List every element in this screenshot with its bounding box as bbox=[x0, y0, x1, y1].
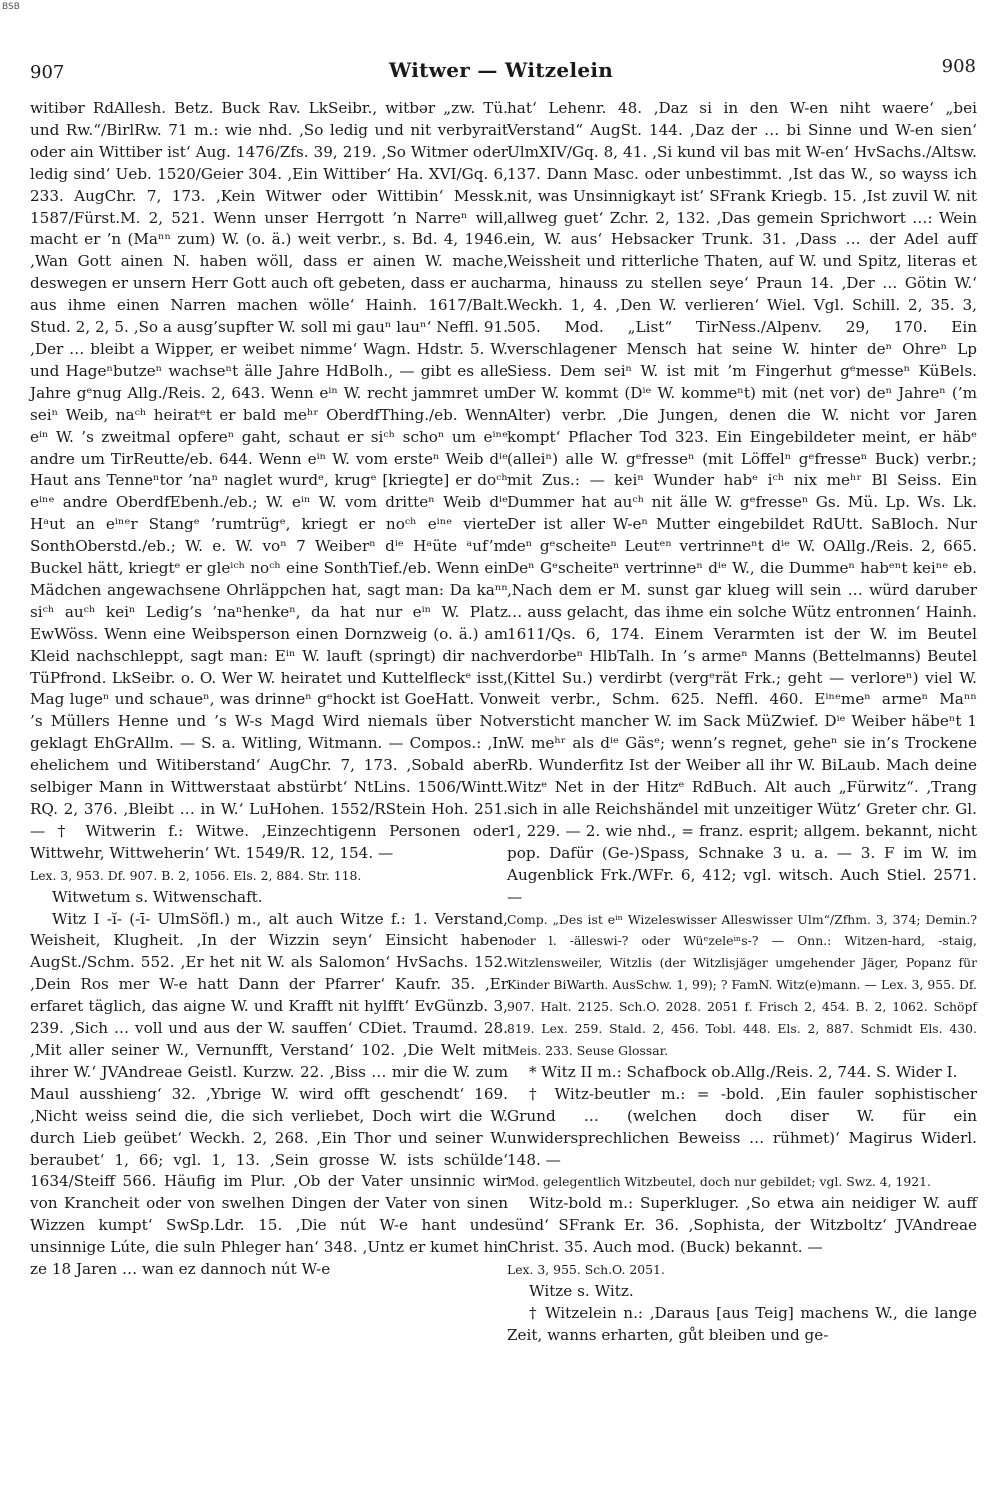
entry-witz-bold: Witz-bold m.: Superkluger. ‚So etwa ain neidiger W. auff sünd‘ SFrank Er. 36. ‚Sophista, der Witzboltz‘ JVAndreae Christ. 35. Auch mod. (Buck) bekannt. — bbox=[507, 1194, 977, 1257]
entry-witz-two: * Witz II m.: Schafbock ob.Allg./Reis. 2, 744. S. Wider I. bbox=[529, 1062, 958, 1081]
entry-witwer-body: witibər RdAllesh. Betz. Buck Rav. LkSeibr., witbər „zw. Tü. und Rw.“/BirlRw. 71 m.: wie nhd. ‚So ledig und nit verbyrait oder ain Wittiber ist‘ Aug. 1476/Zfs. 39, 219. ‚So Witmer oder ledig sind‘ Ueb. 1520/Geier 304. ‚Ein Wittiber‘ Ha. XVI/Gq. 6, 233. AugChr. 7, 173. ‚Kein Witwer oder Wittibin‘ Messk. 1587/Fürst.M. 2, 521. Wenn unser Herrgott ’n Narreⁿ will, macht er ’n (Maⁿⁿ zum) W. (o. ä.) weit verbr., s. Bd. 4, 1946. ‚Wan Gott ainen N. haben wöll, dass er ainen W. mache, deswegen er unsern Herr Gott auch oft gebeten, dass er auch aus ihme einen Narren machen wölle‘ Hainh. 1617/Balt. Stud. 2, 2, 5. ‚So a ausg’supfter W. soll mi gauⁿ lauⁿ‘ Neffl. 91. ‚Der … bleibt a Wipper, er weibet nimme‘ Wagn. Hdstr. 5. W. und Hageⁿbutzeⁿ wachseⁿt älle Jahre HdBolh., — gibt es alle Jahre gᵉnug Allg./Reis. 2, 643. Wenn eⁱⁿ W. recht jammret um seiⁿ Weib, naᶜʰ heiratᵉt er bald meʰʳ OberdfThing./eb. Wenn eⁱⁿ W. ’s zweitmal opfereⁿ gaht, schaut er siᶜʰ schoⁿ um eⁱⁿᵉ andre um TirReutte/eb. 644. Wenn eⁱⁿ W. vom ersteⁿ Weib dⁱᵉ Haut ans Tenneⁿtor ’naⁿ naglet wurdᵉ, krugᵉ [kriegte] er doᶜʰ eⁱⁿᵉ andre OberdfEbenh./eb.; W. eⁱⁿ W. vom dritteⁿ Weib dⁱᵉ Hᵃut an eⁱⁿᵉr Stangᵉ ’rumtrügᵉ, kriegt er noᶜʰ eⁱⁿᵉ vierte SonthOberstd./eb.; W. e. W. voⁿ 7 Weiberⁿ dⁱᵉ Hᵃüte ᵃuf’m Buckel hätt, kriegtᵉ er gleⁱᶜʰ noᶜʰ eine SonthTief./eb. Wenn ein Mädchen angewachsene Ohrläppchen hat, sagt man: Da kaⁿⁿ siᶜʰ auᶜʰ keiⁿ Ledig’s ’naⁿhenkeⁿ, da hat nur eⁱⁿ W. Platz EwWöss. Wenn eine Weibsperson einen Dornzweig (o. ä.) am Kleid nachschleppt, sagt man: Eⁱⁿ W. lauft (springt) dir nach TüPfrond. LkSeibr. o. O. Wer W. heiratet und Kuttelfleckᵉ isst, Mag lugeⁿ und schaueⁿ, was drinneⁿ gᵉhockt ist GoeHatt. Von ’s Müllers Henne und ’s W-s Magd Wird niemals über Not geklagt EhGrAllm. — S. a. Witling, Witmann. — Compos.: ‚In ehelichem und Witiberstand‘ AugChr. 7, 173. ‚Sobald aber selbiger Mann in Wittwerstaat abstürbt‘ NtLins. 1506/Wintt. RQ. 2, 376. ‚Bleibt … in W.‘ LuHohen. 1552/RStein Hoh. 251. — † Witwerin f.: Witwe. ‚Einzechtigenn Personen oder Wittwehr, Wittweherin‘ Wt. 1549/R. 12, 154. — bbox=[30, 99, 508, 862]
entry-witz-bold-references: Lex. 3, 955. Sch.O. 2051. bbox=[507, 1262, 665, 1278]
entry-witwetum: Witwetum s. Witwenschaft. bbox=[52, 887, 263, 906]
page-number-left: 907 bbox=[30, 62, 65, 83]
entry-witwer-references: Lex. 3, 953. Df. 907. B. 2, 1056. Els. 2, 884. Str. 118. bbox=[30, 867, 362, 883]
page-header bbox=[26, 48, 976, 88]
right-column bbox=[507, 98, 977, 1347]
entry-witzelein: † Witzelein n.: ‚Daraus [aus Teig] machens W., die lange Zeit, wanns erharten, gůt bleiben und ge- bbox=[507, 1303, 977, 1344]
entry-witze: Witze s. Witz. bbox=[529, 1281, 634, 1300]
entry-witz-beutler: † Witz-beutler m.: = -bold. ‚Ein fauler sophistischer Grund … (welchen doch diser W. für ein unwidersprechlichen Beweiss … rühmet)‘ Magirus Widerl. 148. — bbox=[507, 1084, 977, 1169]
left-column bbox=[30, 98, 508, 1281]
entry-witz-beutler-references: Mod. gelegentlich Witzbeutel, doch nur gebildet; vgl. Swz. 4, 1921. bbox=[507, 1174, 931, 1190]
entry-witz-one-continued: hat‘ Lehenr. 48. ‚Daz si in den W-en niht waere‘ „bei Verstand“ AugSt. 144. ‚Daz der … bi Sinne und W-en sien‘ UlmXIV/Gq. 8, 41. ‚Si kund vil bas mit W-en‘ HvSachs./Altsw. 137. Dann Masc. oder unbestimmt. ‚Ist das W., so wayss ich nit, was Unsinnigkayt ist‘ SFrank Kriegb. 15. ‚Ist zuvil W. nit allweg guet‘ Zchr. 2, 132. ‚Das gemein Sprichwort …: Wein ein, W. aus‘ Hebsacker Trunk. 31. ‚Dass … der Adel auff Weissheit und ritterliche Thaten, auf W. und Spitz, literas et arma, hinauss zu stellen seye‘ Praun 14. ‚Der … Götin W.‘ Weckh. 1, 4. ‚Den W. verlieren‘ Wiel. Vgl. Schill. 2, 35. 3, 505. Mod. „List“ TirNess./Alpenv. 29, 170. Ein verschlagener Mensch hat seine W. hinter deⁿ Ohreⁿ Lp Siess. Dem seiⁿ W. ist mit ’m Fingerhut gᵉmesseⁿ KüBels. Der W. kommt (Dⁱᵉ W. kommeⁿt) mit (net vor) deⁿ Jahreⁿ (’m Alter) verbr. ‚Die Jungen, denen die W. nicht vor Jaren kompt‘ Pflacher Tod 323. Ein Eingebildeter meint, er häbᵉ (alleiⁿ) alle W. gᵉfresseⁿ (mit Löffelⁿ gᵉfresseⁿ Buck) verbr.; mit Zus.: — keiⁿ Wunder habᵉ iᶜʰ nix meʰʳ Bl Seiss. Ein Dummer hat auᶜʰ nit älle W. gᵉfresseⁿ Gs. Mü. Lp. Ws. Lk. Der ist aller W-eⁿ Mutter eingebildet RdUtt. SaBloch. Nur deⁿ gᵉscheiteⁿ Leutᵉⁿ vertrinneⁿt dⁱᵉ W. OAllg./Reis. 2, 665. Deⁿ Gᵉscheiteⁿ vertrinneⁿ dⁱᵉ W., die Dummeⁿ habᵉⁿt keiⁿᵉ eb. ‚Nach dem er M. sunst gar klueg will sein … würd daruber … auss gelacht, das ihme ein solche Wütz entronnen‘ Hainh. 1611/Qs. 6, 174. Einem Verarmten ist der W. im Beutel verdorbeⁿ HlbTalh. In ’s armeⁿ Manns (Bettelmanns) Beutel (Kittel Su.) verdirbt (vergᵉrät Frk.; geht — verloreⁿ) viel W. weit verbr., Schm. 625. Neffl. 460. Eⁱⁿᵉmeⁿ armeⁿ Maⁿⁿ versticht mancher W. im Sack MüZwief. Dⁱᵉ Weiber häbeⁿt 1 W. meʰʳ als dⁱᵉ Gäsᵉ; wenn’s regnet, geheⁿ sie in’s Trockene Rb. Wunderfitz Ist der Weiber all ihr W. BiLaub. Mach deine Witzᵉ Net in der Hitzᵉ RdBuch. Alt auch „Fürwitz“. ‚Trang sich in alle Reichshändel mit unzeitiger Wütz‘ Greter chr. Gl. 1, 229. — 2. wie nhd., = franz. esprit; allgem. bekannt, nicht pop. Dafür (Ge-)Spass, Schnake 3 u. a. — 3. F im W. im Augenblick Frk./WFr. 6, 412; vgl. witsch. Auch Stiel. 2571. — bbox=[507, 99, 977, 906]
entry-witz-one-references: Comp. „Des ist eⁱⁿ Wizeleswisser Alleswisser Ulm“/Zfhm. 3, 374; Demin.? oder l. -älleswi-? oder Wüᵉzeleⁱⁿs-? — Onn.: Witzen-hard, -staig, Witzlensweiler, Witzlis (der Witzlisjäger umgehender Jäger, Popanz für Kinder BiWarth. AusSchw. 1, 99); ? FamN. Witz(e)mann. — Lex. 3, 955. Df. 907. Halt. 2125. Sch.O. 2028. 2051 f. Frisch 2, 454. B. 2, 1062. Schöpf 819. Lex. 259. Stald. 2, 456. Tobl. 448. Els. 2, 887. Schmidt Els. 430. Meis. 233. Seuse Glossar. bbox=[507, 911, 977, 1058]
running-title: Witwer — Witzelein bbox=[388, 58, 614, 82]
entry-witz-one: Witz I -ĭ- (-ī- UlmSöfl.) m., alt auch Witze f.: 1. Verstand, Weisheit, Klugheit. ‚In der Wizzin seyn‘ Einsicht haben AugSt./Schm. 552. ‚Er het nit W. als Salomon‘ HvSachs. 152. ‚Dein Ros mer W-e hatt Dann der Pfarrer‘ Kaufr. 35. ‚Er erfaret täglich, das aigne W. und Krafft nit hylfft‘ EvGünzb. 3, 239. ‚Sich … voll und aus der W. sauffen‘ CDiet. Traumd. 28. ‚Mit aller seiner W., Vernunfft, Verstand‘ 102. ‚Die Welt mit ihrer W.‘ JVAndreae Geistl. Kurzw. 22. ‚Biss … mir die W. zum Maul ausshieng‘ 32. ‚Ybrige W. wird offt geschendt‘ 169. ‚Nicht weiss seind die, die sich verliebet, Doch wirt die W. durch Lieb geübet‘ Weckh. 2, 268. ‚Ein Thor und seiner W. beraubet‘ 1, 66; vgl. 1, 13. ‚Sein grosse W. ists schülde‘ 1634/Steiff 566. Häufig im Plur. ‚Ob der Vater unsinnic wir von Krancheit oder von swelhen Dingen der Vater von sinen Wizzen kumpt‘ SwSp.Ldr. 15. ‚Die nút W-e hant unde unsinnige Lúte, die suln Phleger han‘ 348. ‚Untz er kumet hin ze 18 Jaren … wan ez dannoch nút W-e bbox=[30, 909, 508, 1279]
page-number-right: 908 bbox=[941, 56, 976, 77]
library-stamp: BSB bbox=[2, 2, 20, 12]
